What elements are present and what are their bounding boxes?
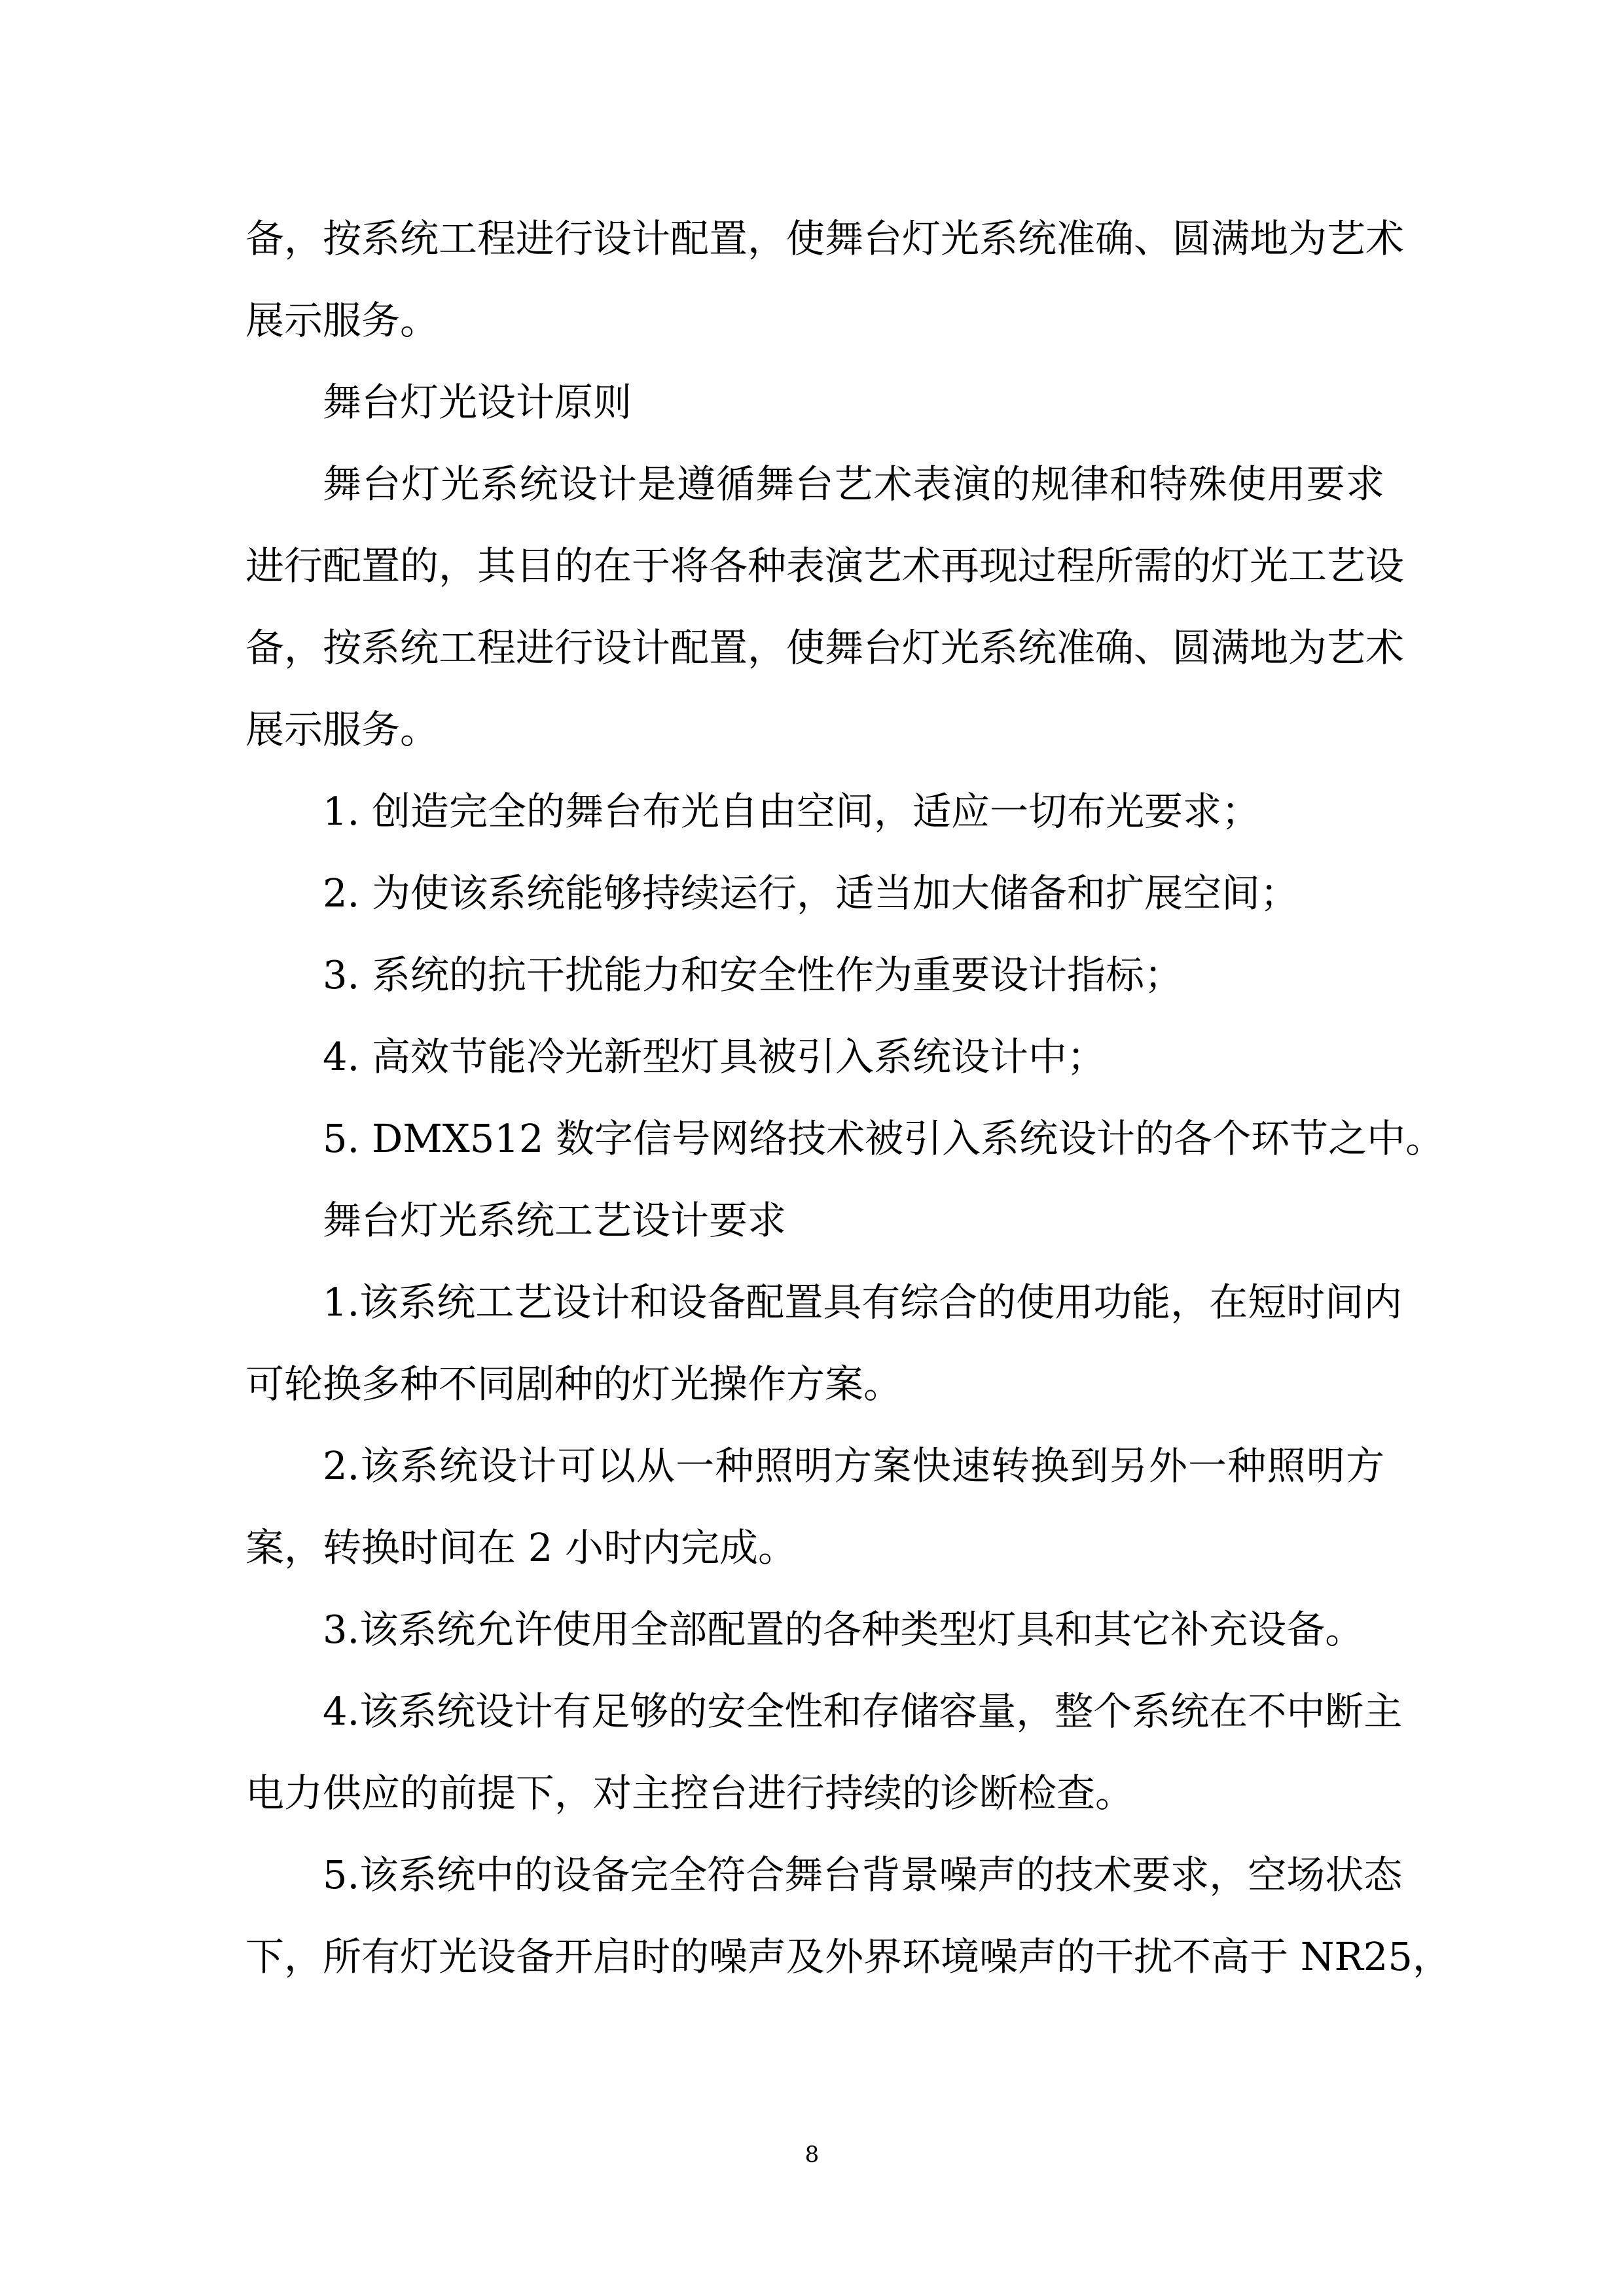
paragraph-line: 4.该系统设计有足够的安全性和存储容量，整个系统在不中断主 <box>323 1689 1403 1734</box>
paragraph-line: 舞台灯光系统设计是遵循舞台艺术表演的规律和特殊使用要求 <box>323 461 1384 507</box>
paragraph-line: 可轮换多种不同剧种的灯光操作方案。 <box>245 1361 903 1407</box>
list-item: 1. 创造完全的舞台布光自由空间，适应一切布光要求； <box>323 789 1261 834</box>
section-heading: 舞台灯光设计原则 <box>323 380 632 425</box>
list-item: 3. 系统的抗干扰能力和安全性作为重要设计指标； <box>323 952 1183 997</box>
paragraph-line: 备，按系统工程进行设计配置，使舞台灯光系统准确、圆满地为艺术 <box>245 216 1405 261</box>
section-heading: 舞台灯光系统工艺设计要求 <box>323 1198 787 1243</box>
paragraph-line: 5.该系统中的设备完全符合舞台背景噪声的技术要求，空场状态 <box>323 1852 1403 1897</box>
paragraph-line: 下，所有灯光设备开启时的噪声及外界环境噪声的干扰不高于 NR25， <box>245 1934 1451 1979</box>
list-item: 4. 高效节能冷光新型灯具被引入系统设计中； <box>323 1034 1106 1079</box>
paragraph-line: 案，转换时间在 2 小时内完成。 <box>245 1525 797 1570</box>
paragraph-line: 1.该系统工艺设计和设备配置具有综合的使用功能，在短时间内 <box>323 1280 1403 1325</box>
list-item: 5. DMX512 数字信号网络技术被引入系统设计的各个环节之中。 <box>323 1116 1445 1161</box>
paragraph-line: 进行配置的，其目的在于将各种表演艺术再现过程所需的灯光工艺设 <box>245 543 1405 588</box>
paragraph-line: 2.该系统设计可以从一种照明方案快速转换到另外一种照明方 <box>323 1443 1384 1488</box>
list-item: 2. 为使该系统能够持续运行，适当加大储备和扩展空间； <box>323 870 1299 916</box>
paragraph-line: 电力供应的前提下，对主控台进行持续的诊断检查。 <box>245 1770 1134 1816</box>
paragraph-line: 展示服务。 <box>245 298 439 343</box>
paragraph-line: 3.该系统允许使用全部配置的各种类型灯具和其它补充设备。 <box>323 1607 1364 1652</box>
page-number: 8 <box>804 2142 820 2168</box>
paragraph-line: 备，按系统工程进行设计配置，使舞台灯光系统准确、圆满地为艺术 <box>245 625 1405 670</box>
paragraph-line: 展示服务。 <box>245 707 439 752</box>
